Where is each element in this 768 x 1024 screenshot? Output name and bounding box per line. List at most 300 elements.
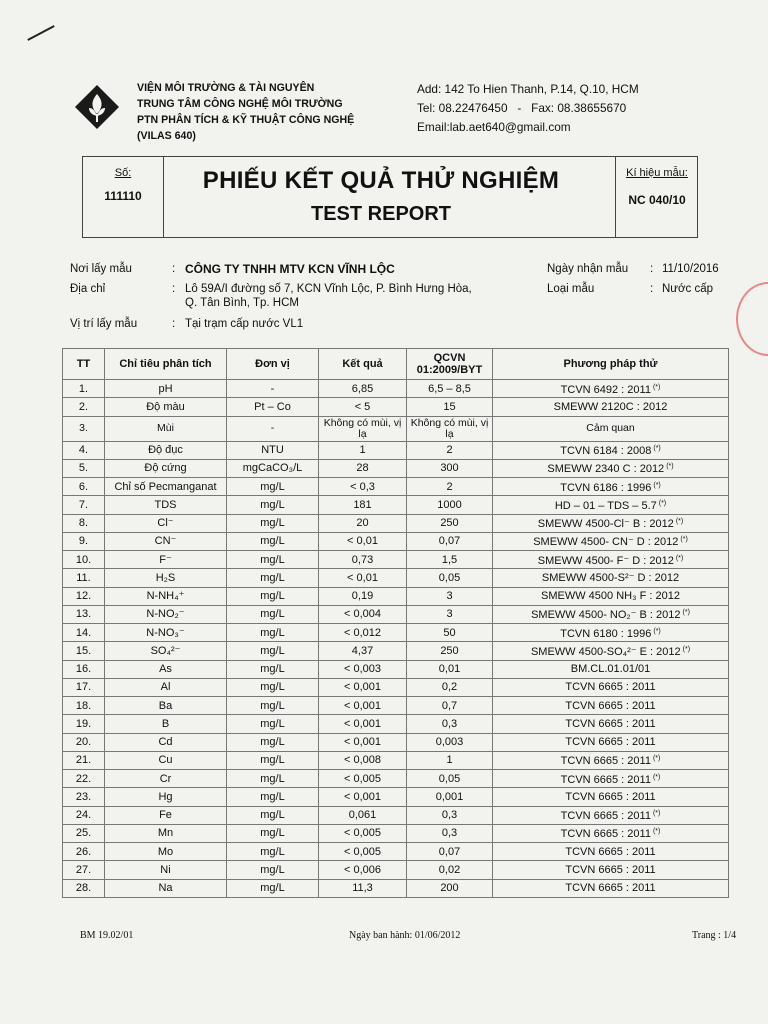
parameter-cell	[105, 605, 227, 623]
method: SMEWW 4500- CN⁻ D : 2012	[533, 536, 679, 549]
parameter: N-NO₂⁻	[146, 608, 185, 621]
method-cell	[493, 824, 729, 842]
method: TCVN 6184 : 2008	[560, 445, 652, 458]
table-row	[63, 398, 729, 416]
limit: 0,02	[438, 863, 461, 876]
limit-cell	[407, 806, 493, 824]
table-row	[63, 642, 729, 660]
table-row	[63, 551, 729, 569]
pen-mark	[27, 25, 54, 41]
result-cell	[319, 459, 407, 477]
sample-code-label: Kí hiệu mẫu:	[626, 167, 688, 179]
parameter-cell	[105, 733, 227, 751]
unit: -	[270, 382, 275, 395]
unit-cell	[227, 824, 319, 842]
limit: 6,5 – 8,5	[428, 382, 471, 395]
row-number-cell	[63, 660, 105, 678]
row-number: 26.	[75, 845, 92, 858]
unit: mg/L	[260, 754, 285, 767]
result-cell	[319, 843, 407, 861]
limit-cell	[407, 642, 493, 660]
result: < 0,003	[343, 663, 381, 676]
unit-cell	[227, 380, 319, 398]
row-number: 23.	[75, 790, 92, 803]
parameter-cell	[105, 551, 227, 569]
parameter-cell	[105, 587, 227, 605]
note-mark: (*)	[682, 645, 691, 653]
method-cell	[493, 569, 729, 587]
limit-cell	[407, 605, 493, 623]
limit-cell	[407, 380, 493, 398]
limit: 3	[446, 590, 453, 603]
org-line: (VILAS 640)	[137, 130, 196, 142]
unit-cell	[227, 806, 319, 824]
unit-cell	[227, 733, 319, 751]
unit: mg/L	[260, 498, 285, 511]
parameter: Độ cứng	[144, 462, 187, 475]
unit-cell	[227, 624, 319, 642]
row-number: 8.	[78, 517, 89, 530]
unit-cell	[227, 496, 319, 514]
report-title-vietnamese: PHIẾU KẾT QUẢ THỬ NGHIỆM	[202, 167, 560, 194]
contact-block	[417, 80, 639, 137]
result: < 0,012	[343, 626, 381, 639]
method-cell	[493, 478, 729, 496]
unit: mg/L	[260, 681, 285, 694]
row-number-cell	[63, 678, 105, 696]
method-cell	[493, 770, 729, 788]
limit-cell	[407, 441, 493, 459]
result: 0,73	[351, 553, 374, 566]
limit-cell	[407, 660, 493, 678]
limit: 200	[440, 882, 459, 895]
parameter-cell	[105, 478, 227, 496]
method: TCVN 6665 : 2011	[565, 845, 656, 858]
sample-code: NC 040/10	[628, 193, 686, 207]
parameter-cell	[105, 824, 227, 842]
parameter: Mn	[157, 827, 174, 840]
sample-type-label: Loại mẫu	[547, 283, 595, 295]
parameter-cell	[105, 751, 227, 769]
row-number-cell	[63, 697, 105, 715]
unit: mg/L	[260, 717, 285, 730]
note-mark: (*)	[675, 554, 684, 562]
parameter-cell	[105, 806, 227, 824]
result-cell	[319, 697, 407, 715]
result: < 5	[354, 400, 371, 413]
unit: mg/L	[260, 571, 285, 584]
limit-cell	[407, 514, 493, 532]
method-cell	[493, 624, 729, 642]
limit: Không có mùi, vị lạ	[410, 416, 489, 440]
parameter-cell	[105, 569, 227, 587]
limit: 0,05	[438, 772, 461, 785]
phone-fax: Tel: 08.22476450 - Fax: 08.38655670	[417, 101, 627, 115]
limit: 250	[440, 517, 459, 530]
parameter: TDS	[154, 498, 177, 511]
result-cell	[319, 605, 407, 623]
row-number: 3.	[79, 422, 88, 434]
limit: 0,003	[435, 736, 464, 749]
limit-cell	[407, 751, 493, 769]
method-cell	[493, 532, 729, 550]
unit-cell	[227, 532, 319, 550]
unit-cell	[227, 751, 319, 769]
table-row	[63, 624, 729, 642]
limit-cell	[407, 398, 493, 416]
row-number: 28.	[75, 882, 92, 895]
row-number: 19.	[75, 717, 92, 730]
method: SMEWW 4500-SO₄²⁻ E : 2012	[530, 645, 681, 658]
result-cell	[319, 624, 407, 642]
result: 11,3	[352, 882, 373, 895]
received-date-label: Ngày nhận mẫu	[547, 263, 629, 275]
method: SMEWW 2340 C : 2012	[547, 463, 665, 476]
limit: 15	[443, 400, 456, 413]
result: < 0,005	[343, 827, 381, 840]
method-cell	[493, 514, 729, 532]
result: 0,061	[348, 809, 377, 822]
method: TCVN 6665 : 2011	[565, 736, 656, 749]
row-number-cell	[63, 478, 105, 496]
parameter: Hg	[158, 790, 173, 803]
parameter-cell	[105, 843, 227, 861]
result-cell	[319, 678, 407, 696]
result-cell	[319, 788, 407, 806]
result-cell	[319, 642, 407, 660]
org-line: VIỆN MÔI TRƯỜNG & TÀI NGUYÊN	[137, 82, 315, 94]
table-row	[63, 459, 729, 477]
limit-cell	[407, 551, 493, 569]
colon: :	[650, 283, 654, 295]
table-row	[63, 770, 729, 788]
table-row	[63, 861, 729, 879]
header-parameter: Chỉ tiêu phân tích	[105, 349, 227, 380]
parameter: Độ đục	[148, 444, 183, 457]
note-mark: (*)	[675, 518, 684, 526]
row-number-cell	[63, 441, 105, 459]
note-mark: (*)	[652, 773, 661, 781]
limit: 0,2	[441, 681, 458, 694]
parameter: B	[161, 717, 170, 730]
limit: 2	[446, 444, 453, 457]
row-number-cell	[63, 770, 105, 788]
limit-cell	[407, 879, 493, 897]
address-line-1: Lô 59A/I đường số 7, KCN Vĩnh Lộc, P. Bình Hưng Hòa,	[185, 283, 472, 295]
unit: mg/L	[260, 535, 285, 548]
method-cell	[493, 697, 729, 715]
limit: 0,07	[438, 535, 461, 548]
method: BM.CL.01.01/01	[570, 663, 651, 676]
parameter: Mo	[157, 845, 174, 858]
row-number: 14.	[75, 626, 92, 639]
result-cell	[319, 806, 407, 824]
unit: mg/L	[260, 845, 285, 858]
parameter: Ni	[160, 863, 171, 876]
row-number-cell	[63, 788, 105, 806]
unit: mg/L	[260, 863, 285, 876]
parameter-cell	[105, 642, 227, 660]
result-cell	[319, 380, 407, 398]
parameter-cell	[105, 788, 227, 806]
method: TCVN 6665 : 2011	[565, 863, 656, 876]
row-number: 18.	[75, 699, 92, 712]
method-cell	[493, 496, 729, 514]
colon: :	[172, 283, 176, 295]
note-mark: (*)	[652, 383, 661, 391]
parameter: Al	[160, 681, 171, 694]
limit-cell	[407, 788, 493, 806]
sampling-location-value: Tại trạm cấp nước VL1	[185, 318, 304, 330]
limit: 0,05	[438, 571, 461, 584]
parameter-cell	[105, 398, 227, 416]
result-cell	[319, 478, 407, 496]
limit: 0,07	[438, 845, 461, 858]
red-stamp	[736, 282, 768, 356]
parameter-cell	[105, 697, 227, 715]
method: TCVN 6492 : 2011	[560, 383, 651, 396]
unit-cell	[227, 459, 319, 477]
result: 1	[359, 444, 366, 457]
limit-cell	[407, 587, 493, 605]
row-number-cell	[63, 733, 105, 751]
unit-cell	[227, 879, 319, 897]
method: TCVN 6180 : 1996	[560, 627, 652, 640]
note-mark: (*)	[652, 810, 661, 818]
row-number-cell	[63, 569, 105, 587]
row-number: 25.	[75, 827, 92, 840]
method-cell	[493, 733, 729, 751]
row-number: 20.	[75, 736, 92, 749]
header-method: Phương pháp thử	[493, 349, 729, 380]
unit-cell	[227, 441, 319, 459]
method: TCVN 6665 : 2011	[565, 681, 656, 694]
table-row	[63, 569, 729, 587]
note-mark: (*)	[658, 499, 667, 507]
row-number: 12.	[75, 590, 92, 603]
limit: 0,01	[438, 663, 461, 676]
row-number: 2.	[78, 400, 89, 413]
limit-cell	[407, 770, 493, 788]
unit-cell	[227, 398, 319, 416]
sampling-place-label: Nơi lấy mẫu	[70, 263, 132, 275]
note-mark: (*)	[680, 536, 688, 544]
method: SMEWW 2120C : 2012	[553, 400, 668, 413]
limit-cell	[407, 715, 493, 733]
method-cell	[493, 715, 729, 733]
row-number-cell	[63, 551, 105, 569]
limit: 1000	[437, 498, 462, 511]
parameter: Cd	[158, 736, 173, 749]
unit: mg/L	[260, 644, 285, 657]
note-mark: (*)	[666, 463, 674, 471]
parameter: Độ màu	[146, 400, 185, 413]
table-row	[63, 478, 729, 496]
unit-cell	[227, 551, 319, 569]
row-number-cell	[63, 514, 105, 532]
table-row	[63, 660, 729, 678]
row-number-cell	[63, 380, 105, 398]
result: < 0,01	[347, 571, 378, 584]
method: TCVN 6665 : 2011	[560, 755, 651, 768]
header-result: Kết quả	[319, 349, 407, 380]
unit-cell	[227, 587, 319, 605]
method-cell	[493, 380, 729, 398]
limit: 250	[440, 644, 459, 657]
table-row	[63, 380, 729, 398]
unit: NTU	[261, 444, 284, 457]
limit: 0,7	[441, 699, 458, 712]
limit-cell	[407, 532, 493, 550]
parameter: SO₄²⁻	[150, 644, 181, 657]
unit: Pt – Co	[254, 400, 291, 413]
unit: mg/L	[260, 590, 285, 603]
note-mark: (*)	[653, 481, 661, 489]
report-number-label: Số:	[114, 167, 132, 179]
row-number: 17.	[75, 681, 92, 694]
result: < 0,001	[343, 717, 381, 730]
row-number-cell	[63, 861, 105, 879]
method-cell	[493, 441, 729, 459]
parameter-cell	[105, 770, 227, 788]
row-number-cell	[63, 416, 105, 441]
result-cell	[319, 660, 407, 678]
unit-cell	[227, 642, 319, 660]
limit-cell	[407, 843, 493, 861]
method: SMEWW 4500- F⁻ D : 2012	[537, 554, 674, 567]
row-number-cell	[63, 751, 105, 769]
result: 20	[356, 517, 369, 530]
unit-cell	[227, 788, 319, 806]
table-row	[63, 733, 729, 751]
table-row	[63, 587, 729, 605]
parameter: As	[159, 663, 172, 676]
result: 0,19	[351, 590, 374, 603]
row-number: 4.	[78, 444, 89, 457]
sample-type-value: Nước cấp	[662, 283, 714, 295]
result: Không có mùi, vị lạ	[323, 416, 402, 440]
row-number: 9.	[78, 535, 89, 548]
table-row	[63, 824, 729, 842]
row-number: 7.	[78, 498, 89, 511]
unit: mg/L	[260, 553, 285, 566]
sampling-location-label: Vị trí lấy mẫu	[70, 318, 138, 330]
unit-cell	[227, 678, 319, 696]
result: < 0,01	[347, 535, 378, 548]
parameter-cell	[105, 514, 227, 532]
unit: mg/L	[260, 626, 285, 639]
parameter-cell	[105, 660, 227, 678]
sampling-place-value: CÔNG TY TNHH MTV KCN VĨNH LỘC	[185, 262, 395, 276]
limit: 300	[440, 462, 459, 475]
row-number-cell	[63, 459, 105, 477]
limit-cell	[407, 416, 493, 441]
method-cell	[493, 416, 729, 441]
row-number-cell	[63, 532, 105, 550]
result-cell	[319, 770, 407, 788]
row-number-cell	[63, 843, 105, 861]
issue-date: Ngày ban hành: 01/06/2012	[349, 930, 461, 941]
row-number-cell	[63, 824, 105, 842]
row-number: 27.	[75, 863, 92, 876]
parameter-cell	[105, 678, 227, 696]
result-cell	[319, 551, 407, 569]
table-row	[63, 751, 729, 769]
method: TCVN 6665 : 2011	[565, 790, 656, 803]
unit: mg/L	[260, 480, 285, 493]
method-cell	[493, 678, 729, 696]
method-cell	[493, 398, 729, 416]
unit-cell	[227, 697, 319, 715]
parameter-cell	[105, 496, 227, 514]
result: < 0,001	[343, 736, 381, 749]
method-cell	[493, 751, 729, 769]
parameter: pH	[158, 382, 173, 395]
limit: 0,3	[441, 827, 458, 840]
limit-cell	[407, 569, 493, 587]
table-row	[63, 843, 729, 861]
table-row	[63, 496, 729, 514]
note-mark: (*)	[652, 755, 661, 763]
method-cell	[493, 642, 729, 660]
parameter-cell	[105, 459, 227, 477]
table-row	[63, 879, 729, 897]
limit-cell	[407, 861, 493, 879]
row-number: 5.	[78, 462, 89, 475]
method: TCVN 6665 : 2011	[560, 828, 651, 841]
parameter: Ba	[158, 699, 173, 712]
unit: mg/L	[260, 790, 285, 803]
row-number: 1.	[78, 382, 89, 395]
limit-cell	[407, 733, 493, 751]
table-row	[63, 532, 729, 550]
row-number-cell	[63, 624, 105, 642]
result-cell	[319, 398, 407, 416]
results-table	[62, 348, 729, 898]
parameter-cell	[105, 861, 227, 879]
parameter: F⁻	[159, 553, 172, 566]
result-cell	[319, 496, 407, 514]
org-line: PTN PHÂN TÍCH & KỸ THUẬT CÔNG NGHỆ	[137, 114, 355, 126]
method: Cảm quan	[586, 422, 635, 434]
row-number: 22.	[75, 772, 92, 785]
row-number: 6.	[78, 480, 89, 493]
unit: mg/L	[260, 517, 285, 530]
limit-cell	[407, 459, 493, 477]
method: HD – 01 – TDS – 5.7	[554, 499, 657, 512]
table-row	[63, 806, 729, 824]
row-number-cell	[63, 879, 105, 897]
address: Add: 142 To Hien Thanh, P.14, Q.10, HCM	[417, 82, 639, 96]
unit: mg/L	[260, 809, 285, 822]
unit-cell	[227, 770, 319, 788]
header-tt: TT	[63, 349, 105, 380]
parameter: Mùi	[157, 422, 174, 434]
method: SMEWW 4500- NO₂⁻ B : 2012	[531, 609, 681, 622]
unit-cell	[227, 478, 319, 496]
form-code: BM 19.02/01	[80, 930, 134, 941]
unit: mg/L	[260, 736, 285, 749]
limit-cell	[407, 824, 493, 842]
address-label: Địa chỉ	[70, 283, 106, 295]
parameter: Fe	[159, 809, 172, 822]
unit-cell	[227, 416, 319, 441]
limit-cell	[407, 478, 493, 496]
organization-block	[137, 80, 354, 144]
page-number: Trang : 1/4	[692, 930, 737, 941]
result-cell	[319, 532, 407, 550]
result: < 0,004	[343, 608, 381, 621]
